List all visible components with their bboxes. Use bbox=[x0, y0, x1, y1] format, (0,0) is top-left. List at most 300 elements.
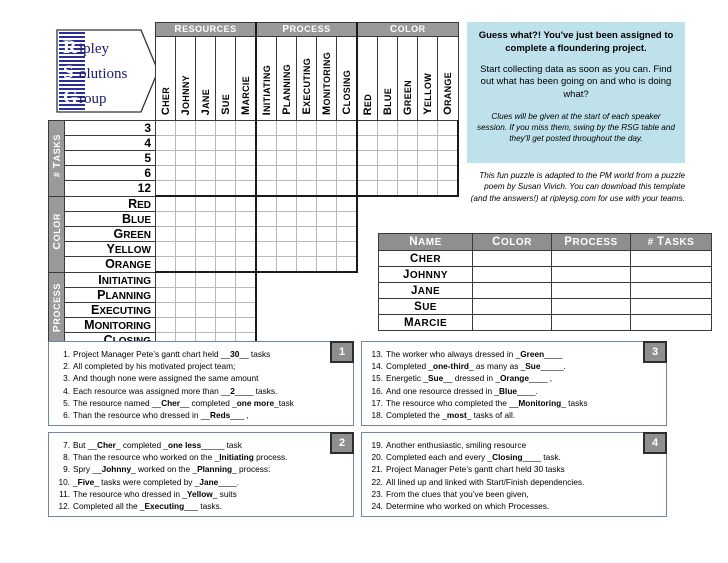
grid-cell[interactable] bbox=[357, 121, 378, 136]
grid-cell[interactable] bbox=[297, 212, 317, 227]
answer-name-cher: CHER bbox=[379, 251, 473, 267]
grid-cell[interactable] bbox=[156, 166, 176, 181]
grid-cell[interactable] bbox=[317, 151, 337, 166]
clue-item: 24. Determine who worked on which Processes. bbox=[371, 501, 550, 512]
grid-cell[interactable] bbox=[256, 212, 277, 227]
grid-cell[interactable] bbox=[156, 318, 176, 333]
grid-corner-spacer bbox=[49, 23, 156, 37]
answer-table-row[interactable] bbox=[379, 267, 712, 283]
grid-row-label-6: 6 bbox=[65, 166, 156, 181]
grid-empty-cell bbox=[398, 212, 418, 227]
info-title: Guess what?! You've just been assigned to complete a floundering project. bbox=[478, 30, 674, 54]
grid-cell[interactable] bbox=[236, 242, 257, 257]
grid-col-header-marcie: MARCIE bbox=[236, 37, 257, 121]
grid-cell[interactable] bbox=[317, 121, 337, 136]
grid-cell[interactable] bbox=[176, 257, 196, 273]
clue-item: 13. The worker who always dressed in _Green____ bbox=[371, 349, 563, 359]
clue-item: 8. Than the resource who worked on the _Initiating process. bbox=[63, 452, 288, 463]
grid-row[interactable] bbox=[49, 212, 459, 227]
grid-cell[interactable] bbox=[418, 181, 438, 197]
answer-input-cell[interactable] bbox=[473, 251, 552, 267]
clue-list-4 bbox=[370, 439, 658, 512]
grid-empty-cell bbox=[357, 227, 378, 242]
clue-box-3 bbox=[361, 341, 667, 426]
grid-cell[interactable] bbox=[156, 212, 176, 227]
answer-name-sue: SUE bbox=[379, 299, 473, 315]
clue-list-1 bbox=[57, 348, 345, 421]
info-note: Clues will be given at the start of each speaker session. If you miss them, swing by the RSG table and they'll get posted throughout the day. bbox=[477, 112, 675, 144]
grid-cell[interactable] bbox=[156, 303, 176, 318]
grid-cell[interactable] bbox=[216, 166, 236, 181]
answer-input-cell[interactable] bbox=[631, 251, 712, 267]
grid-empty-cell bbox=[357, 272, 378, 288]
grid-cell[interactable] bbox=[176, 303, 196, 318]
grid-row-label-red: RED bbox=[65, 196, 156, 212]
grid-group-header-resources: RESOURCES bbox=[156, 23, 257, 37]
grid-cell[interactable] bbox=[216, 272, 236, 288]
grid-cell[interactable] bbox=[216, 151, 236, 166]
answer-input-cell[interactable] bbox=[631, 283, 712, 299]
grid-cell[interactable] bbox=[256, 136, 277, 151]
grid-cell[interactable] bbox=[216, 181, 236, 197]
grid-cell[interactable] bbox=[176, 166, 196, 181]
grid-cell[interactable] bbox=[378, 136, 398, 151]
grid-row-label-3: 3 bbox=[65, 121, 156, 136]
info-body: Start collecting data as soon as you can. Find out what has been going on and who is doing what? bbox=[480, 63, 672, 101]
grid-cell[interactable] bbox=[196, 242, 216, 257]
grid-cell[interactable] bbox=[337, 136, 358, 151]
logo-word-solutions: olutions bbox=[79, 66, 128, 83]
answer-input-cell[interactable] bbox=[552, 251, 631, 267]
grid-row-label-green: GREEN bbox=[65, 227, 156, 242]
grid-empty-cell bbox=[277, 303, 297, 318]
clue-item: 19. Another enthusiastic, smiling resource bbox=[371, 440, 527, 450]
answer-input-cell[interactable] bbox=[552, 315, 631, 331]
clue-item: 9. Spry __Johnny_ worked on the _Planning_ process: bbox=[63, 464, 271, 475]
grid-col-header-planning: PLANNING bbox=[277, 37, 297, 121]
clue-list-2 bbox=[57, 439, 345, 512]
grid-cell[interactable] bbox=[176, 196, 196, 212]
grid-cell[interactable] bbox=[297, 121, 317, 136]
clue-item: 18. Completed the _most_ tasks of all. bbox=[371, 410, 516, 421]
grid-cell[interactable] bbox=[277, 166, 297, 181]
grid-cell[interactable] bbox=[236, 318, 257, 333]
grid-cell[interactable] bbox=[176, 242, 196, 257]
answer-input-cell[interactable] bbox=[631, 315, 712, 331]
grid-cell[interactable] bbox=[216, 242, 236, 257]
grid-empty-cell bbox=[337, 318, 358, 333]
grid-empty-cell bbox=[378, 212, 398, 227]
clue-box-1 bbox=[48, 341, 354, 426]
grid-empty-cell bbox=[418, 212, 438, 227]
grid-corner-spacer-2 bbox=[49, 37, 156, 121]
grid-empty-cell bbox=[297, 272, 317, 288]
grid-cell[interactable] bbox=[256, 166, 277, 181]
grid-cell[interactable] bbox=[378, 166, 398, 181]
grid-cell[interactable] bbox=[236, 181, 257, 197]
answer-table-header-row bbox=[379, 234, 712, 251]
grid-empty-cell bbox=[337, 272, 358, 288]
grid-cell[interactable] bbox=[317, 166, 337, 181]
answer-table-row[interactable] bbox=[379, 283, 712, 299]
clue-item: 17. The resource who completed the __Monitoring_ tasks bbox=[371, 397, 588, 408]
answer-input-cell[interactable] bbox=[473, 283, 552, 299]
grid-cell[interactable] bbox=[236, 151, 257, 166]
logo-initial-r: R bbox=[63, 37, 77, 59]
clue-item: 23. From the clues that you’ve been given, bbox=[371, 488, 529, 499]
answer-table-wrap[interactable] bbox=[378, 233, 712, 331]
grid-cell[interactable] bbox=[418, 166, 438, 181]
grid-cell[interactable] bbox=[156, 196, 176, 212]
grid-row-group-label-color: COLOR bbox=[49, 196, 65, 272]
grid-row-label-yellow: YELLOW bbox=[65, 242, 156, 257]
clue-list-3 bbox=[370, 348, 658, 421]
grid-cell[interactable] bbox=[277, 136, 297, 151]
grid-cell[interactable] bbox=[297, 242, 317, 257]
grid-cell[interactable] bbox=[156, 257, 176, 273]
grid-cell[interactable] bbox=[216, 257, 236, 273]
grid-cell[interactable] bbox=[156, 288, 176, 303]
grid-empty-cell bbox=[256, 288, 277, 303]
grid-empty-cell bbox=[277, 288, 297, 303]
answer-input-cell[interactable] bbox=[473, 299, 552, 315]
clue-item: 20. Completed each and every _Closing____ task. bbox=[371, 452, 561, 463]
answer-input-cell[interactable] bbox=[473, 267, 552, 283]
grid-empty-cell bbox=[357, 242, 378, 257]
grid-cell[interactable] bbox=[176, 121, 196, 136]
answer-input-cell[interactable] bbox=[631, 299, 712, 315]
grid-cell[interactable] bbox=[337, 121, 358, 136]
grid-empty-cell bbox=[337, 288, 358, 303]
clue-badge-4: 4 bbox=[643, 432, 667, 454]
grid-cell[interactable] bbox=[196, 272, 216, 288]
grid-cell[interactable] bbox=[297, 181, 317, 197]
grid-cell[interactable] bbox=[236, 212, 257, 227]
grid-cell[interactable] bbox=[256, 151, 277, 166]
grid-col-header-orange: ORANGE bbox=[438, 37, 459, 121]
intro-info-box bbox=[467, 22, 685, 163]
grid-empty-cell bbox=[256, 272, 277, 288]
answer-col-header-tasks: # TASKS bbox=[631, 234, 712, 251]
grid-cell[interactable] bbox=[317, 181, 337, 197]
grid-cell[interactable] bbox=[317, 242, 337, 257]
grid-cell[interactable] bbox=[216, 121, 236, 136]
grid-col-header-green: GREEN bbox=[398, 37, 418, 121]
grid-cell[interactable] bbox=[277, 257, 297, 273]
grid-cell[interactable] bbox=[176, 227, 196, 242]
grid-cell[interactable] bbox=[277, 151, 297, 166]
grid-cell[interactable] bbox=[196, 136, 216, 151]
grid-cell[interactable] bbox=[236, 121, 257, 136]
grid-row-group-label-process: PROCESS bbox=[49, 272, 65, 348]
answer-name-marcie: MARCIE bbox=[379, 315, 473, 331]
grid-cell[interactable] bbox=[317, 196, 337, 212]
clue-item: 3. And though none were assigned the same amount bbox=[63, 373, 259, 384]
clue-item: 4. Each resource was assigned more than __2____ tasks. bbox=[63, 385, 278, 396]
grid-cell[interactable] bbox=[337, 257, 358, 273]
clue-item: 2. All completed by his motivated project team; bbox=[63, 361, 236, 372]
grid-empty-cell bbox=[256, 303, 277, 318]
grid-cell[interactable] bbox=[176, 318, 196, 333]
grid-cell[interactable] bbox=[337, 151, 358, 166]
grid-cell[interactable] bbox=[196, 227, 216, 242]
answer-name-jane: JANE bbox=[379, 283, 473, 299]
clue-item: 5. The resource named __Cher__ completed _one more_task bbox=[63, 397, 294, 408]
grid-cell[interactable] bbox=[357, 181, 378, 197]
grid-empty-cell bbox=[357, 196, 378, 212]
grid-cell[interactable] bbox=[398, 136, 418, 151]
clue-badge-1: 1 bbox=[330, 341, 354, 363]
answer-table[interactable] bbox=[378, 233, 712, 331]
grid-cell[interactable] bbox=[297, 227, 317, 242]
grid-row[interactable] bbox=[49, 181, 459, 197]
grid-empty-cell bbox=[398, 196, 418, 212]
grid-cell[interactable] bbox=[297, 151, 317, 166]
grid-cell[interactable] bbox=[236, 303, 257, 318]
grid-cell[interactable] bbox=[196, 257, 216, 273]
grid-cell[interactable] bbox=[216, 288, 236, 303]
grid-cell[interactable] bbox=[156, 151, 176, 166]
grid-cell[interactable] bbox=[277, 181, 297, 197]
grid-empty-cell bbox=[438, 196, 459, 212]
grid-row[interactable] bbox=[49, 121, 459, 136]
grid-cell[interactable] bbox=[236, 166, 257, 181]
clue-item: 7. But __Cher_ completed _one less_____ task bbox=[63, 440, 242, 450]
grid-cell[interactable] bbox=[196, 151, 216, 166]
grid-cell[interactable] bbox=[317, 257, 337, 273]
grid-cell[interactable] bbox=[176, 136, 196, 151]
clue-badge-2: 2 bbox=[330, 432, 354, 454]
grid-row-label-initiating: INITIATING bbox=[65, 272, 156, 288]
grid-cell[interactable] bbox=[196, 288, 216, 303]
grid-empty-cell bbox=[297, 318, 317, 333]
grid-empty-cell bbox=[357, 303, 378, 318]
grid-cell[interactable] bbox=[277, 242, 297, 257]
grid-cell[interactable] bbox=[216, 318, 236, 333]
grid-cell[interactable] bbox=[337, 166, 358, 181]
grid-cell[interactable] bbox=[317, 136, 337, 151]
grid-empty-cell bbox=[317, 288, 337, 303]
grid-cell[interactable] bbox=[156, 272, 176, 288]
grid-col-header-blue: BLUE bbox=[378, 37, 398, 121]
grid-cell[interactable] bbox=[256, 121, 277, 136]
clue-item: 10. _Five_ tasks were completed by _Jane____. bbox=[58, 476, 240, 487]
grid-cell[interactable] bbox=[256, 227, 277, 242]
credit-text: This fun puzzle is adapted to the PM world from a puzzle poem by Susan Vivich. You can download this template (and the answers!) at ripleysg.com for use with your teams. bbox=[470, 171, 685, 203]
grid-cell[interactable] bbox=[236, 196, 257, 212]
grid-row[interactable] bbox=[49, 151, 459, 166]
grid-cell[interactable] bbox=[378, 181, 398, 197]
grid-empty-cell bbox=[317, 272, 337, 288]
grid-cell[interactable] bbox=[176, 151, 196, 166]
answer-input-cell[interactable] bbox=[552, 299, 631, 315]
grid-col-header-closing: CLOSING bbox=[337, 37, 358, 121]
grid-cell[interactable] bbox=[256, 242, 277, 257]
grid-cell[interactable] bbox=[156, 227, 176, 242]
grid-cell[interactable] bbox=[337, 227, 358, 242]
grid-cell[interactable] bbox=[378, 151, 398, 166]
grid-cell[interactable] bbox=[256, 196, 277, 212]
answer-col-header-color: COLOR bbox=[473, 234, 552, 251]
grid-cell[interactable] bbox=[196, 181, 216, 197]
grid-row-label-executing: EXECUTING bbox=[65, 303, 156, 318]
grid-cell[interactable] bbox=[196, 121, 216, 136]
answer-table-row[interactable] bbox=[379, 251, 712, 267]
answer-table-row[interactable] bbox=[379, 315, 712, 331]
grid-cell[interactable] bbox=[216, 196, 236, 212]
grid-col-header-sue: SUE bbox=[216, 37, 236, 121]
grid-empty-cell bbox=[277, 272, 297, 288]
logo-word-group: roup bbox=[79, 90, 107, 107]
clue-item: 16. And one resource dressed in _Blue____. bbox=[371, 385, 538, 396]
clue-item: 15. Energetic _Sue__ dressed in _Orange____ , bbox=[371, 373, 553, 384]
grid-row[interactable] bbox=[49, 196, 459, 212]
grid-cell[interactable] bbox=[156, 136, 176, 151]
clue-box-4 bbox=[361, 432, 667, 517]
grid-row-label-orange: ORANGE bbox=[65, 257, 156, 273]
clue-item: 22. All lined up and linked with Start/Finish dependencies. bbox=[371, 476, 585, 487]
grid-group-header-row bbox=[49, 23, 459, 37]
grid-column-header-row bbox=[49, 37, 459, 121]
grid-cell[interactable] bbox=[236, 288, 257, 303]
grid-empty-cell bbox=[317, 318, 337, 333]
clue-badge-3: 3 bbox=[643, 341, 667, 363]
grid-cell[interactable] bbox=[277, 196, 297, 212]
grid-cell[interactable] bbox=[196, 303, 216, 318]
grid-empty-cell bbox=[357, 257, 378, 273]
grid-empty-cell bbox=[438, 212, 459, 227]
grid-cell[interactable] bbox=[196, 318, 216, 333]
grid-cell[interactable] bbox=[297, 257, 317, 273]
clue-item: 21. Project Manager Pete’s gantt chart held 30 tasks bbox=[371, 464, 565, 475]
grid-cell[interactable] bbox=[438, 121, 459, 136]
grid-cell[interactable] bbox=[256, 181, 277, 197]
grid-empty-cell bbox=[418, 196, 438, 212]
grid-row-label-monitoring: MONITORING bbox=[65, 318, 156, 333]
grid-cell[interactable] bbox=[418, 121, 438, 136]
grid-cell[interactable] bbox=[277, 212, 297, 227]
grid-cell[interactable] bbox=[196, 166, 216, 181]
grid-cell[interactable] bbox=[337, 181, 358, 197]
grid-cell[interactable] bbox=[357, 166, 378, 181]
grid-row-label-12: 12 bbox=[65, 181, 156, 197]
answer-name-johnny: JOHNNY bbox=[379, 267, 473, 283]
grid-cell[interactable] bbox=[418, 136, 438, 151]
grid-cell[interactable] bbox=[236, 227, 257, 242]
grid-cell[interactable] bbox=[216, 212, 236, 227]
grid-col-header-initiating: INITIATING bbox=[256, 37, 277, 121]
grid-cell[interactable] bbox=[297, 136, 317, 151]
grid-cell[interactable] bbox=[317, 212, 337, 227]
answer-table-row[interactable] bbox=[379, 299, 712, 315]
grid-cell[interactable] bbox=[337, 242, 358, 257]
answer-input-cell[interactable] bbox=[473, 315, 552, 331]
grid-cell[interactable] bbox=[398, 181, 418, 197]
grid-cell[interactable] bbox=[236, 272, 257, 288]
grid-cell[interactable] bbox=[398, 151, 418, 166]
grid-row-group-label-tasks: # TASKS bbox=[49, 121, 65, 197]
logo-initial-s: S bbox=[63, 62, 74, 84]
clue-item: 14. Completed _one-third_ as many as _Sue_____. bbox=[371, 361, 566, 372]
grid-empty-cell bbox=[297, 288, 317, 303]
grid-col-header-jane: JANE bbox=[196, 37, 216, 121]
grid-cell[interactable] bbox=[236, 257, 257, 273]
grid-cell[interactable] bbox=[216, 303, 236, 318]
grid-group-header-color: COLOR bbox=[357, 23, 458, 37]
answer-input-cell[interactable] bbox=[552, 283, 631, 299]
grid-cell[interactable] bbox=[418, 151, 438, 166]
grid-empty-cell bbox=[317, 303, 337, 318]
grid-cell[interactable] bbox=[156, 181, 176, 197]
grid-col-header-executing: EXECUTING bbox=[297, 37, 317, 121]
clue-item: 11. The resource who dressed in _Yellow_ suits bbox=[59, 488, 237, 499]
grid-cell[interactable] bbox=[277, 121, 297, 136]
grid-cell[interactable] bbox=[297, 196, 317, 212]
grid-empty-cell bbox=[378, 196, 398, 212]
answer-input-cell[interactable] bbox=[552, 267, 631, 283]
grid-empty-cell bbox=[337, 303, 358, 318]
clue-box-2 bbox=[48, 432, 354, 517]
logo-word-ripley: ipley bbox=[79, 41, 109, 58]
answer-col-header-process: PROCESS bbox=[552, 234, 631, 251]
grid-col-header-red: RED bbox=[357, 37, 378, 121]
grid-cell[interactable] bbox=[176, 272, 196, 288]
grid-cell[interactable] bbox=[156, 121, 176, 136]
grid-cell[interactable] bbox=[398, 166, 418, 181]
grid-empty-cell bbox=[297, 303, 317, 318]
grid-cell[interactable] bbox=[196, 212, 216, 227]
grid-empty-cell bbox=[357, 212, 378, 227]
grid-cell[interactable] bbox=[216, 136, 236, 151]
grid-empty-cell bbox=[357, 288, 378, 303]
grid-row[interactable] bbox=[49, 166, 459, 181]
grid-cell[interactable] bbox=[317, 227, 337, 242]
grid-col-header-monitoring: MONITORING bbox=[317, 37, 337, 121]
grid-cell[interactable] bbox=[438, 166, 459, 181]
grid-cell[interactable] bbox=[378, 121, 398, 136]
clue-item: 1. Project Manager Pete’s gantt chart held __30__ tasks bbox=[63, 349, 271, 359]
grid-cell[interactable] bbox=[337, 212, 358, 227]
grid-row-label-5: 5 bbox=[65, 151, 156, 166]
grid-cell[interactable] bbox=[337, 196, 358, 212]
grid-cell[interactable] bbox=[277, 227, 297, 242]
grid-cell[interactable] bbox=[438, 181, 459, 197]
grid-cell[interactable] bbox=[156, 242, 176, 257]
grid-cell[interactable] bbox=[176, 212, 196, 227]
grid-empty-cell bbox=[277, 318, 297, 333]
grid-col-header-yellow: YELLOW bbox=[418, 37, 438, 121]
grid-row-label-planning: PLANNING bbox=[65, 288, 156, 303]
grid-cell[interactable] bbox=[357, 151, 378, 166]
grid-cell[interactable] bbox=[256, 257, 277, 273]
grid-cell[interactable] bbox=[216, 227, 236, 242]
logo-initial-g: G bbox=[63, 86, 78, 108]
grid-row[interactable] bbox=[49, 136, 459, 151]
grid-cell[interactable] bbox=[176, 288, 196, 303]
answer-col-header-name: NAME bbox=[379, 234, 473, 251]
grid-cell[interactable] bbox=[196, 196, 216, 212]
grid-cell[interactable] bbox=[398, 121, 418, 136]
grid-row-label-4: 4 bbox=[65, 136, 156, 151]
grid-cell[interactable] bbox=[297, 166, 317, 181]
grid-cell[interactable] bbox=[438, 151, 459, 166]
grid-cell[interactable] bbox=[176, 181, 196, 197]
answer-input-cell[interactable] bbox=[631, 267, 712, 283]
grid-cell[interactable] bbox=[236, 136, 257, 151]
grid-cell[interactable] bbox=[357, 136, 378, 151]
grid-cell[interactable] bbox=[438, 136, 459, 151]
grid-col-header-cher: CHER bbox=[156, 37, 176, 121]
